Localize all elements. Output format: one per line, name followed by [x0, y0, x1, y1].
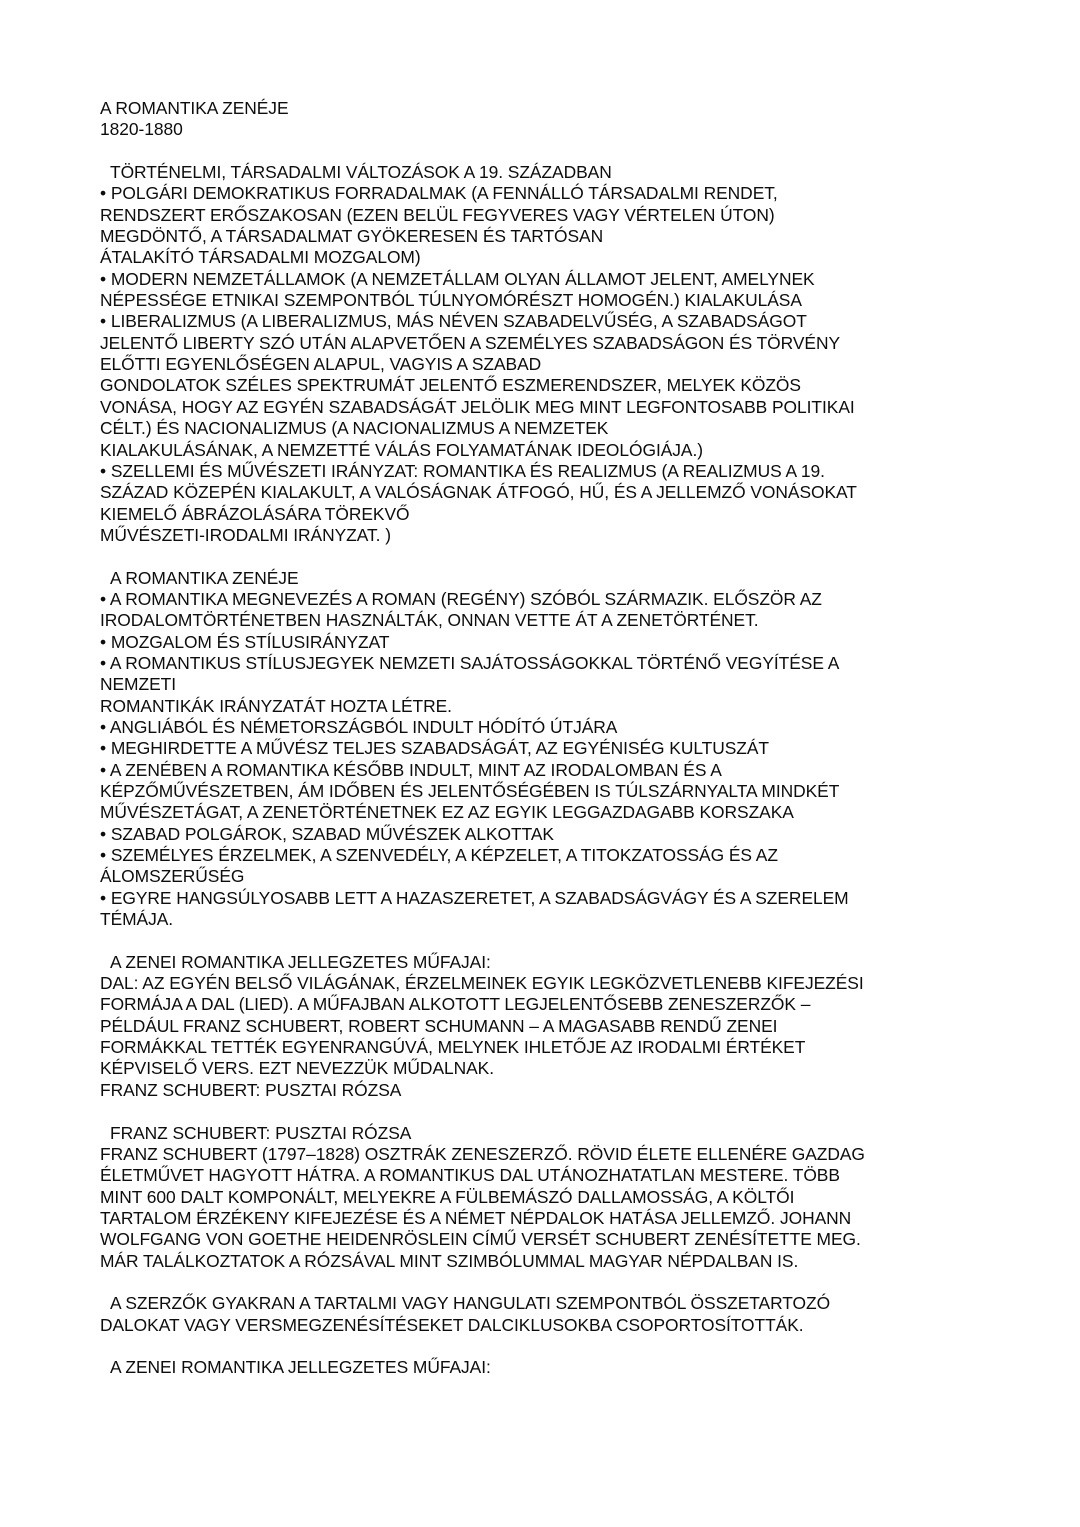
text-line: MINT 600 DALT KOMPONÁLT, MELYEKRE A FÜLBEMÁSZÓ DALLAMOSSÁG, A KÖLTŐI [100, 1186, 795, 1207]
section-heading-line: A ROMANTIKA ZENÉJE [110, 567, 299, 588]
text-line: • SZABAD POLGÁROK, SZABAD MŰVÉSZEK ALKOTTAK [100, 823, 554, 844]
text-line: FORMÁJA A DAL (LIED). A MŰFAJBAN ALKOTOTT LEGJELENTŐSEBB ZENESZERZŐK – [100, 994, 811, 1015]
text-line: • EGYRE HANGSÚLYOSABB LETT A HAZASZERETET, A SZABADSÁGVÁGY ÉS A SZERELEM [100, 887, 849, 908]
text-line: • MODERN NEMZETÁLLAMOK (A NEMZETÁLLAM OLYAN ÁLLAMOT JELENT, AMELYNEK [100, 268, 815, 289]
text-line: ÁLOMSZERŰSÉG [100, 866, 245, 887]
text-line: NEMZETI [100, 674, 176, 695]
text-line: GONDOLATOK SZÉLES SPEKTRUMÁT JELENTŐ ESZMERENDSZER, MELYEK KÖZÖS [100, 375, 801, 396]
blank-line [100, 141, 980, 162]
text-line: FORMÁKKAL TETTÉK EGYENRANGÚVÁ, MELYNEK IHLETŐJE AZ IRODALMI ÉRTÉKET [100, 1037, 806, 1058]
text-line: WOLFGANG VON GOETHE HEIDENRÖSLEIN CÍMŰ VERSÉT SCHUBERT ZENÉSÍTETTE MEG. [100, 1229, 861, 1250]
text-line: KIALAKULÁSÁNAK, A NEMZETTÉ VÁLÁS FOLYAMATÁNAK IDEOLÓGIÁJA.) [100, 439, 703, 460]
text-line: MŰVÉSZETI-IRODALMI IRÁNYZAT. ) [100, 524, 391, 545]
text-line: A ROMANTIKA ZENÉJE [100, 98, 289, 118]
text-line: • ANGLIÁBÓL ÉS NÉMETORSZÁGBÓL INDULT HÓDÍTÓ ÚTJÁRA [100, 716, 618, 737]
text-line: RENDSZERT ERŐSZAKOSAN (EZEN BELÜL FEGYVERES VAGY VÉRTELEN ÚTON) [100, 204, 775, 225]
text-line: IRODALOMTÖRTÉNETBEN HASZNÁLTÁK, ONNAN VETTE ÁT A ZENETÖRTÉNET. [100, 610, 759, 631]
text-line: PÉLDÁUL FRANZ SCHUBERT, ROBERT SCHUMANN – A MAGASABB RENDŰ ZENEI [100, 1015, 778, 1036]
text-line: ELŐTTI EGYENLŐSÉGEN ALAPUL, VAGYIS A SZABAD [100, 354, 542, 375]
text-line: • POLGÁRI DEMOKRATIKUS FORRADALMAK (A FENNÁLLÓ TÁRSADALMI RENDET, [100, 183, 778, 204]
text-line: KIEMELŐ ÁBRÁZOLÁSÁRA TÖREKVŐ [100, 503, 410, 524]
text-line: TÉMÁJA. [100, 909, 174, 930]
text-line: 1820-1880 [100, 119, 183, 140]
text-line: • A ROMANTIKA MEGNEVEZÉS A ROMAN (REGÉNY) SZÓBÓL SZÁRMAZIK. ELŐSZÖR AZ [100, 588, 822, 609]
text-line: • SZEMÉLYES ÉRZELMEK, A SZENVEDÉLY, A KÉPZELET, A TITOKZATOSSÁG ÉS AZ [100, 845, 778, 866]
text-line: • A ZENÉBEN A ROMANTIKA KÉSŐBB INDULT, MINT AZ IRODALOMBAN ÉS A [100, 759, 722, 780]
text-line: FRANZ SCHUBERT (1797–1828) OSZTRÁK ZENESZERZŐ. RÖVID ÉLETE ELLENÉRE GAZDAG [100, 1143, 865, 1164]
text-line: • SZELLEMI ÉS MŰVÉSZETI IRÁNYZAT: ROMANTIKA ÉS REALIZMUS (A REALIZMUS A 19. [100, 460, 825, 481]
text-line: ÉLETMŰVET HAGYOTT HÁTRA. A ROMANTIKUS DAL UTÁNOZHATATLAN MESTERE. TÖBB [100, 1165, 840, 1186]
text-line: DALOKAT VAGY VERSMEGZENÉSÍTÉSEKET DALCIKLUSOKBA CSOPORTOSÍTOTTÁK. [100, 1314, 804, 1335]
blank-line [100, 1272, 980, 1293]
section-heading-line: A ZENEI ROMANTIKA JELLEGZETES MŰFAJAI: [110, 951, 491, 972]
text-line: ÁTALAKÍTÓ TÁRSADALMI MOZGALOM) [100, 247, 421, 268]
blank-line [100, 1101, 980, 1122]
text-line: • A ROMANTIKUS STÍLUSJEGYEK NEMZETI SAJÁTOSSÁGOKKAL TÖRTÉNŐ VEGYÍTÉSE A [100, 652, 840, 673]
text-line: KÉPZŐMŰVÉSZETBEN, ÁM IDŐBEN ÉS JELENTŐSÉGÉBEN IS TÚLSZÁRNYALTA MINDKÉT [100, 781, 840, 801]
section-heading-line: A ZENEI ROMANTIKA JELLEGZETES MŰFAJAI: [110, 1357, 491, 1378]
text-line: JELENTŐ LIBERTY SZÓ UTÁN ALAPVETŐEN A SZEMÉLYES SZABADSÁGON ÉS TÖRVÉNY [100, 332, 841, 353]
blank-line [100, 546, 980, 567]
blank-line [100, 930, 980, 951]
document-text-body [100, 98, 980, 1379]
section-heading-line: A SZERZŐK GYAKRAN A TARTALMI VAGY HANGULATI SZEMPONTBÓL ÖSSZETARTOZÓ [110, 1293, 831, 1314]
text-line: MŰVÉSZETÁGAT, A ZENETÖRTÉNETNEK EZ AZ EGYIK LEGGAZDAGABB KORSZAKA [100, 802, 794, 823]
text-line: NÉPESSÉGE ETNIKAI SZEMPONTBÓL TÚLNYOMÓRÉSZT HOMOGÉN.) KIALAKULÁSA [100, 290, 802, 311]
text-line: KÉPVISELŐ VERS. EZT NEVEZZÜK MŰDALNAK. [100, 1058, 495, 1079]
text-line: TARTALOM ÉRZÉKENY KIFEJEZÉSE ÉS A NÉMET NÉPDALOK HATÁSA JELLEMZŐ. JOHANN [100, 1207, 852, 1228]
text-line: ROMANTIKÁK IRÁNYZATÁT HOZTA LÉTRE. [100, 695, 452, 716]
text-line: DAL: AZ EGYÉN BELSŐ VILÁGÁNAK, ÉRZELMEINEK EGYIK LEGKÖZVETLENEBB KIFEJEZÉSI [100, 973, 864, 994]
blank-line [100, 1336, 980, 1357]
section-heading-line: TÖRTÉNELMI, TÁRSADALMI VÁLTOZÁSOK A 19. SZÁZADBAN [110, 162, 612, 183]
text-line: • LIBERALIZMUS (A LIBERALIZMUS, MÁS NÉVEN SZABADELVŰSÉG, A SZABADSÁGOT [100, 311, 807, 332]
text-line: CÉLT.) ÉS NACIONALIZMUS (A NACIONALIZMUS A NEMZETEK [100, 418, 609, 439]
text-line: SZÁZAD KÖZEPÉN KIALAKULT, A VALÓSÁGNAK ÁTFOGÓ, HŰ, ÉS A JELLEMZŐ VONÁSOKAT [100, 482, 857, 503]
text-line: VONÁSA, HOGY AZ EGYÉN SZABADSÁGÁT JELÖLIK MEG MINT LEGFONTOSABB POLITIKAI [100, 396, 855, 417]
text-line: MÁR TALÁLKOZTATOK A RÓZSÁVAL MINT SZIMBÓLUMMAL MAGYAR NÉPDALBAN IS. [100, 1250, 799, 1271]
text-line: MEGDÖNTŐ, A TÁRSADALMAT GYÖKERESEN ÉS TARTÓSAN [100, 226, 604, 247]
section-heading-line: FRANZ SCHUBERT: PUSZTAI RÓZSA [110, 1122, 412, 1143]
text-line: • MEGHIRDETTE A MŰVÉSZ TELJES SZABADSÁGÁT, AZ EGYÉNISÉG KULTUSZÁT [100, 738, 769, 759]
text-line: FRANZ SCHUBERT: PUSZTAI RÓZSA [100, 1079, 402, 1100]
text-line: • MOZGALOM ÉS STÍLUSIRÁNYZAT [100, 631, 390, 652]
